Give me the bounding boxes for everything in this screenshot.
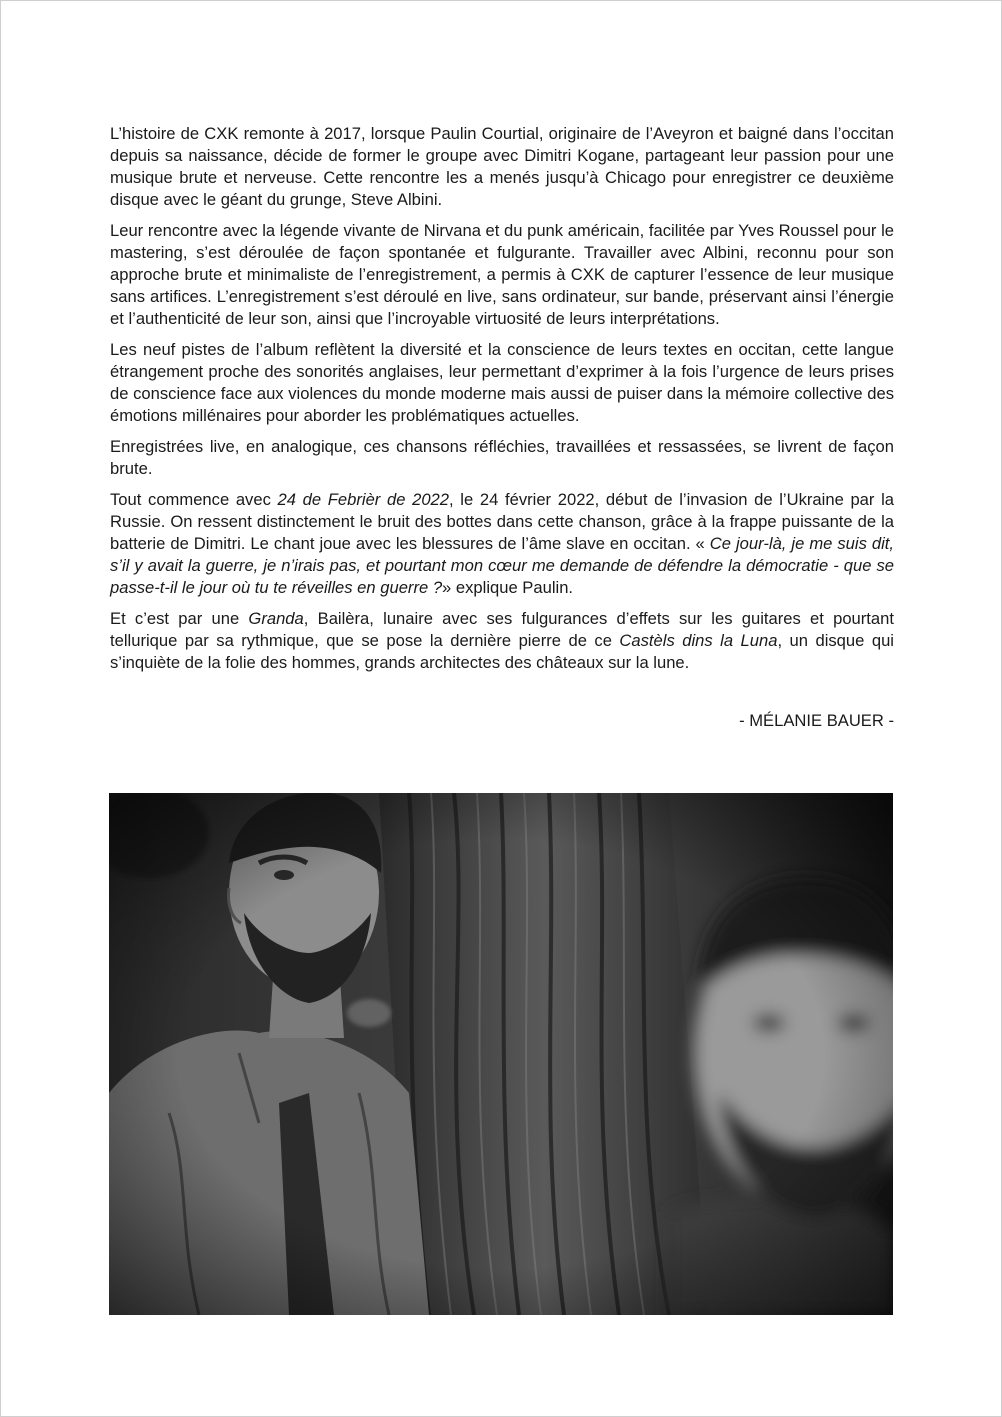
paragraph-tracks: Les neuf pistes de l’album reflètent la diversité et la conscience de leurs textes en occitan, cette langue étrangement proche des sonorités anglaises, leur permettant d’exprimer à la fois l’urgence de leurs prises de conscience face aux violences du monde moderne mais aussi de puiser dans la mémoire collective des émotions millénaires pour aborder les problématiques actuelles. xyxy=(110,340,894,425)
song-title: 24 de Febrièr de 2022 xyxy=(277,490,450,509)
text-span: , un disque qui s’inquiète de la folie des hommes, grands architectes des châteaux sur la lune. xyxy=(110,631,894,672)
text-span: , le 24 février 2022, début de l’invasion de l’Ukraine par la Russie. On ressent distinctement le bruit des bottes dans cette chanson, grâce à la frappe puissante de la batterie de Dimitri. Le chant joue avec les blessures de l’âme slave en occitan. « xyxy=(110,490,895,553)
band-photo-illustration xyxy=(109,793,893,1315)
article-body xyxy=(110,123,894,683)
quote: Ce jour-là, je me suis dit, s’il y avait la guerre, je n’irais pas, et pourtant mon cœur me demande de défendre la démocratie - que se passe-t-il le jour où tu te réveilles en guerre ? xyxy=(110,534,895,597)
paragraph-last-song xyxy=(110,608,894,674)
album-title: Castèls dins la Luna xyxy=(619,631,778,650)
paragraph-first-song xyxy=(110,489,894,599)
paragraph-albini: Leur rencontre avec la légende vivante de Nirvana et du punk américain, facilitée par Yves Roussel pour le mastering, s’est déroulée de façon spontanée et fulgurante. Travailler avec Albini, reconnu pour son approche brute et minimaliste de l’enregistrement, a permis à CXK de capturer l’essence de leur musique sans artifices. L’enregistrement s’est déroulé en live, sans ordinateur, sur bande, préservant ainsi l’énergie et l’authenticité de leur son, ainsi que l’incroyable virtuosité de leurs interprétations. xyxy=(110,221,894,328)
text-span: » explique Paulin. xyxy=(442,578,574,597)
author-signature: - MÉLANIE BAUER - xyxy=(739,711,894,730)
text-span: Et c’est par une xyxy=(110,609,249,628)
paragraph-history: L’histoire de CXK remonte à 2017, lorsque Paulin Courtial, originaire de l’Aveyron et baigné dans l’occitan depuis sa naissance, décide de former le groupe avec Dimitri Kogane, partageant leur passion pour une musique brute et nerveuse. Cette rencontre les a menés jusqu’à Chicago pour enregistrer ce deuxième disque avec le géant du grunge, Steve Albini. xyxy=(110,124,894,209)
paragraph-recording: Enregistrées live, en analogique, ces chansons réfléchies, travaillées et ressassées, se livrent de façon brute. xyxy=(110,437,894,478)
band-photo xyxy=(109,793,893,1315)
text-span: , Bailèra, lunaire avec ses fulgurances d’effets sur les guitares et pourtant tellurique par sa rythmique, que se pose la dernière pierre de ce xyxy=(110,609,894,650)
song-title: Granda xyxy=(248,609,304,628)
text-span: Tout commence avec xyxy=(110,490,278,509)
